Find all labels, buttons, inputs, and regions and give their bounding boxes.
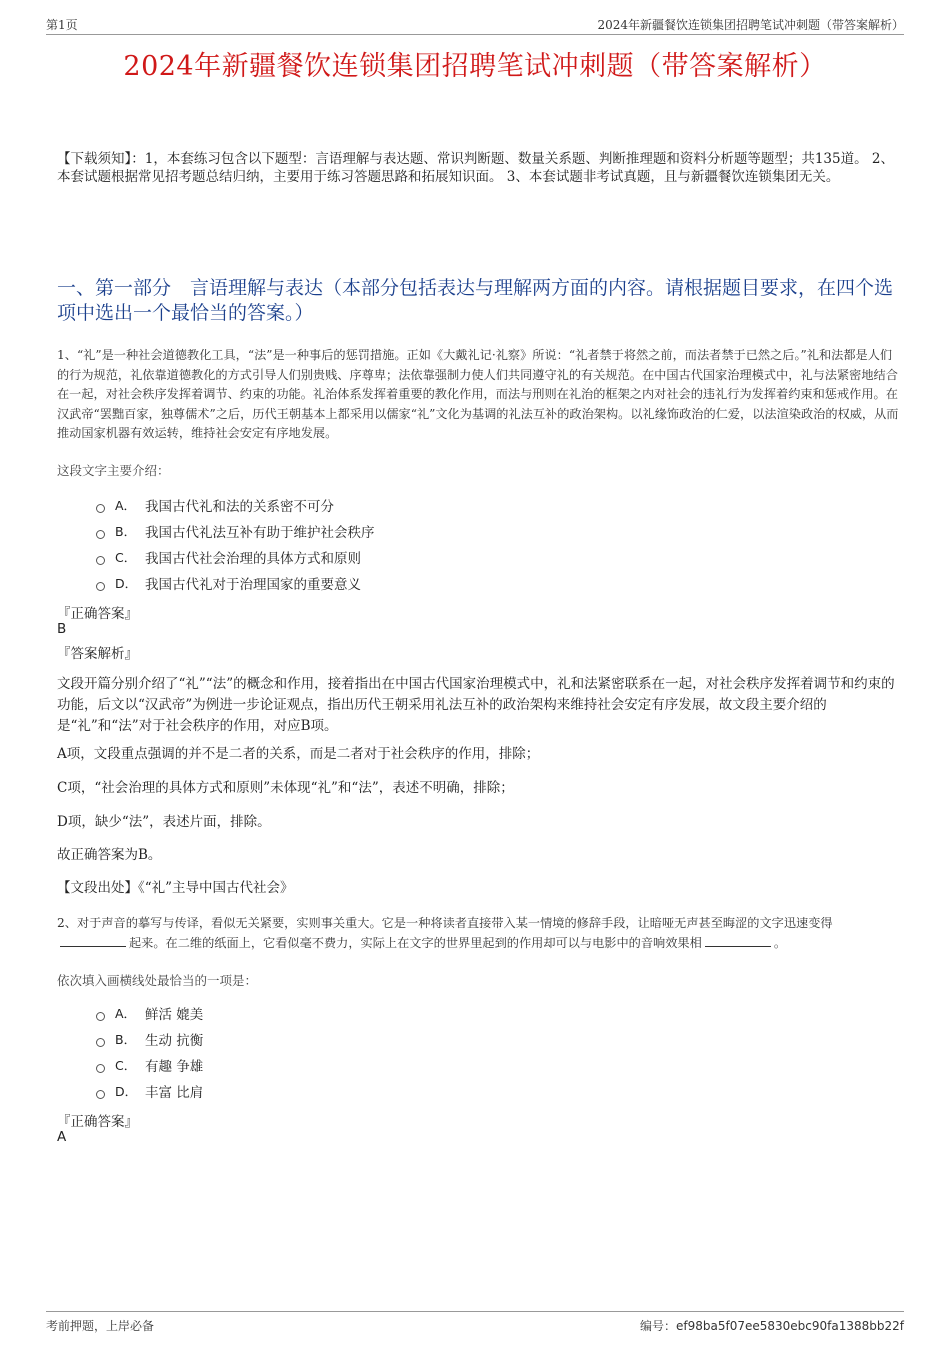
fill-blank-2 [705, 934, 771, 947]
option-b[interactable] [96, 1026, 203, 1052]
analysis-label: 『答案解析』 [57, 646, 138, 662]
footer-slogan: 考前押题，上岸必备 [46, 1319, 155, 1333]
correct-answer-label: 『正确答案』 [57, 1114, 138, 1130]
radio-icon[interactable] [96, 1012, 105, 1021]
option-text: 生动 抗衡 [145, 1033, 204, 1049]
question-2-text-part1: 2、对于声音的摹写与传译，看似无关紧要，实则事关重大。它是一种将读者直接带入某一情境的修辞手段，让暗哑无声甚至晦涩的文字迅速变得 [57, 916, 833, 930]
radio-icon[interactable] [96, 530, 105, 539]
question-2-text-part3: 。 [773, 935, 786, 950]
document-title: 2024年新疆餐饮连锁集团招聘笔试冲刺题（带答案解析） [123, 51, 827, 82]
analysis-option-a: A项，文段重点强调的并不是二者的关系，而是二者对于社会秩序的作用，排除； [57, 746, 540, 762]
correct-answer-label: 『正确答案』 [57, 606, 138, 622]
radio-icon[interactable] [96, 1090, 105, 1099]
page-header [46, 14, 904, 35]
section-heading: 一、第一部分 言语理解与表达（本部分包括表达与理解两方面的内容。请根据题目要求，在四个选项中选出一个最恰当的答案。） [57, 277, 894, 324]
option-letter: A． [115, 498, 137, 513]
download-notice: 【下载须知】：1，本套练习包含以下题型：言语理解与表达题、常识判断题、数量关系题、判断推理题和资料分析题等题型；共135道。 2、本套试题根据常见招考题总结归纳，主要用于练习答题思路和拓展知识面。 3、本套试题非考试真题，且与新疆餐饮连锁集团无关。 [57, 151, 894, 185]
radio-icon[interactable] [96, 582, 105, 591]
option-letter: A． [115, 1006, 137, 1021]
option-text: 丰富 比肩 [145, 1085, 204, 1101]
radio-icon[interactable] [96, 504, 105, 513]
option-c[interactable] [96, 544, 375, 570]
analysis-paragraph: 文段开篇分别介绍了“礼”“法”的概念和作用，接着指出在中国古代国家治理模式中，礼和法紧密联系在一起，对社会秩序发挥着调节和约束的功能，后文以“汉武帝”为例进一步论证观点，指出历代王朝采用礼法互补的政治架构来维持社会安定有序发展，故文段主要介绍的是“礼”和“法”对于社会秩序的作用，对应B项。 [57, 676, 895, 734]
analysis-option-d: D项，缺少“法”，表述片面，排除。 [57, 814, 271, 830]
option-letter: C． [115, 1058, 137, 1073]
option-c[interactable] [96, 1052, 203, 1078]
analysis-option-c: C项，“社会治理的具体方式和原则”未体现“礼”和“法”，表述不明确，排除； [57, 780, 514, 796]
question-1-options [96, 492, 375, 596]
option-text: 我国古代礼法互补有助于维护社会秩序 [145, 525, 375, 541]
option-text: 我国古代礼对于治理国家的重要意义 [145, 577, 361, 593]
option-text: 我国古代社会治理的具体方式和原则 [145, 551, 361, 567]
option-letter: D． [115, 1084, 138, 1099]
header-doc-title: 2024年新疆餐饮连锁集团招聘笔试冲刺题（带答案解析） [597, 18, 904, 32]
option-text: 有趣 争雄 [145, 1059, 204, 1075]
option-text: 我国古代礼和法的关系密不可分 [145, 499, 334, 515]
question-2-text-part2: 起来。在二维的纸面上，它看似毫不费力，实际上在文字的世界里起到的作用却可以与电影中的音响效果相 [129, 935, 702, 950]
analysis-source: 【文段出处】《“礼”主导中国古代社会》 [57, 880, 294, 896]
option-letter: B． [115, 1032, 137, 1047]
footer-code [640, 1317, 904, 1334]
question-1-prompt: 这段文字主要介绍： [57, 463, 170, 478]
question-1-text: 1、“礼”是一种社会道德教化工具，“法”是一种事后的惩罚措施。正如《大戴礼记·礼察》所说：“礼者禁于将然之前，而法者禁于已然之后。”礼和法都是人们的行为规范，礼依靠道德教化的方式引导人们别贵贱、序尊卑；法依靠强制力使人们共同遵守礼的有关规范。在中国古代国家治理模式中，礼与法紧密地结合在一起，对社会秩序发挥着调节、约束的功能。礼治体系发挥着重要的教化作用，而法与刑则在礼治的框架之内对社会的违礼行为发挥着约束和惩戒作用。在汉武帝“罢黜百家，独尊儒术”之后，历代王朝基本上都采用以儒家“礼”文化为基调的礼法互补的政治架构。以礼缘饰政治的仁爱，以法渲染政治的权威，从而推动国家机器有效运转，维持社会安定有序地发展。 [57, 348, 899, 440]
radio-icon[interactable] [96, 556, 105, 565]
correct-answer-value: B [57, 621, 67, 637]
option-d[interactable] [96, 1078, 203, 1104]
fill-blank-1 [60, 934, 126, 947]
question-2-prompt: 依次填入画横线处最恰当的一项是： [57, 973, 258, 988]
option-a[interactable] [96, 1000, 203, 1026]
question-2-text [57, 914, 899, 953]
option-letter: D． [115, 576, 138, 591]
question-2-options [96, 1000, 203, 1104]
footer-code-label: 编号： [639, 1319, 676, 1333]
option-b[interactable] [96, 518, 375, 544]
option-d[interactable] [96, 570, 375, 596]
option-letter: B． [115, 524, 137, 539]
footer-code-value: ef98ba5f07ee5830ebc90fa1388bb22f [676, 1319, 904, 1333]
correct-answer-value: A [57, 1129, 67, 1145]
analysis-conclusion: 故正确答案为B。 [57, 847, 162, 863]
radio-icon[interactable] [96, 1038, 105, 1047]
option-letter: C． [115, 550, 137, 565]
option-text: 鲜活 媲美 [145, 1007, 204, 1023]
option-a[interactable] [96, 492, 375, 518]
radio-icon[interactable] [96, 1064, 105, 1073]
page-number: 第1页 [46, 18, 78, 32]
page-footer [46, 1311, 904, 1334]
